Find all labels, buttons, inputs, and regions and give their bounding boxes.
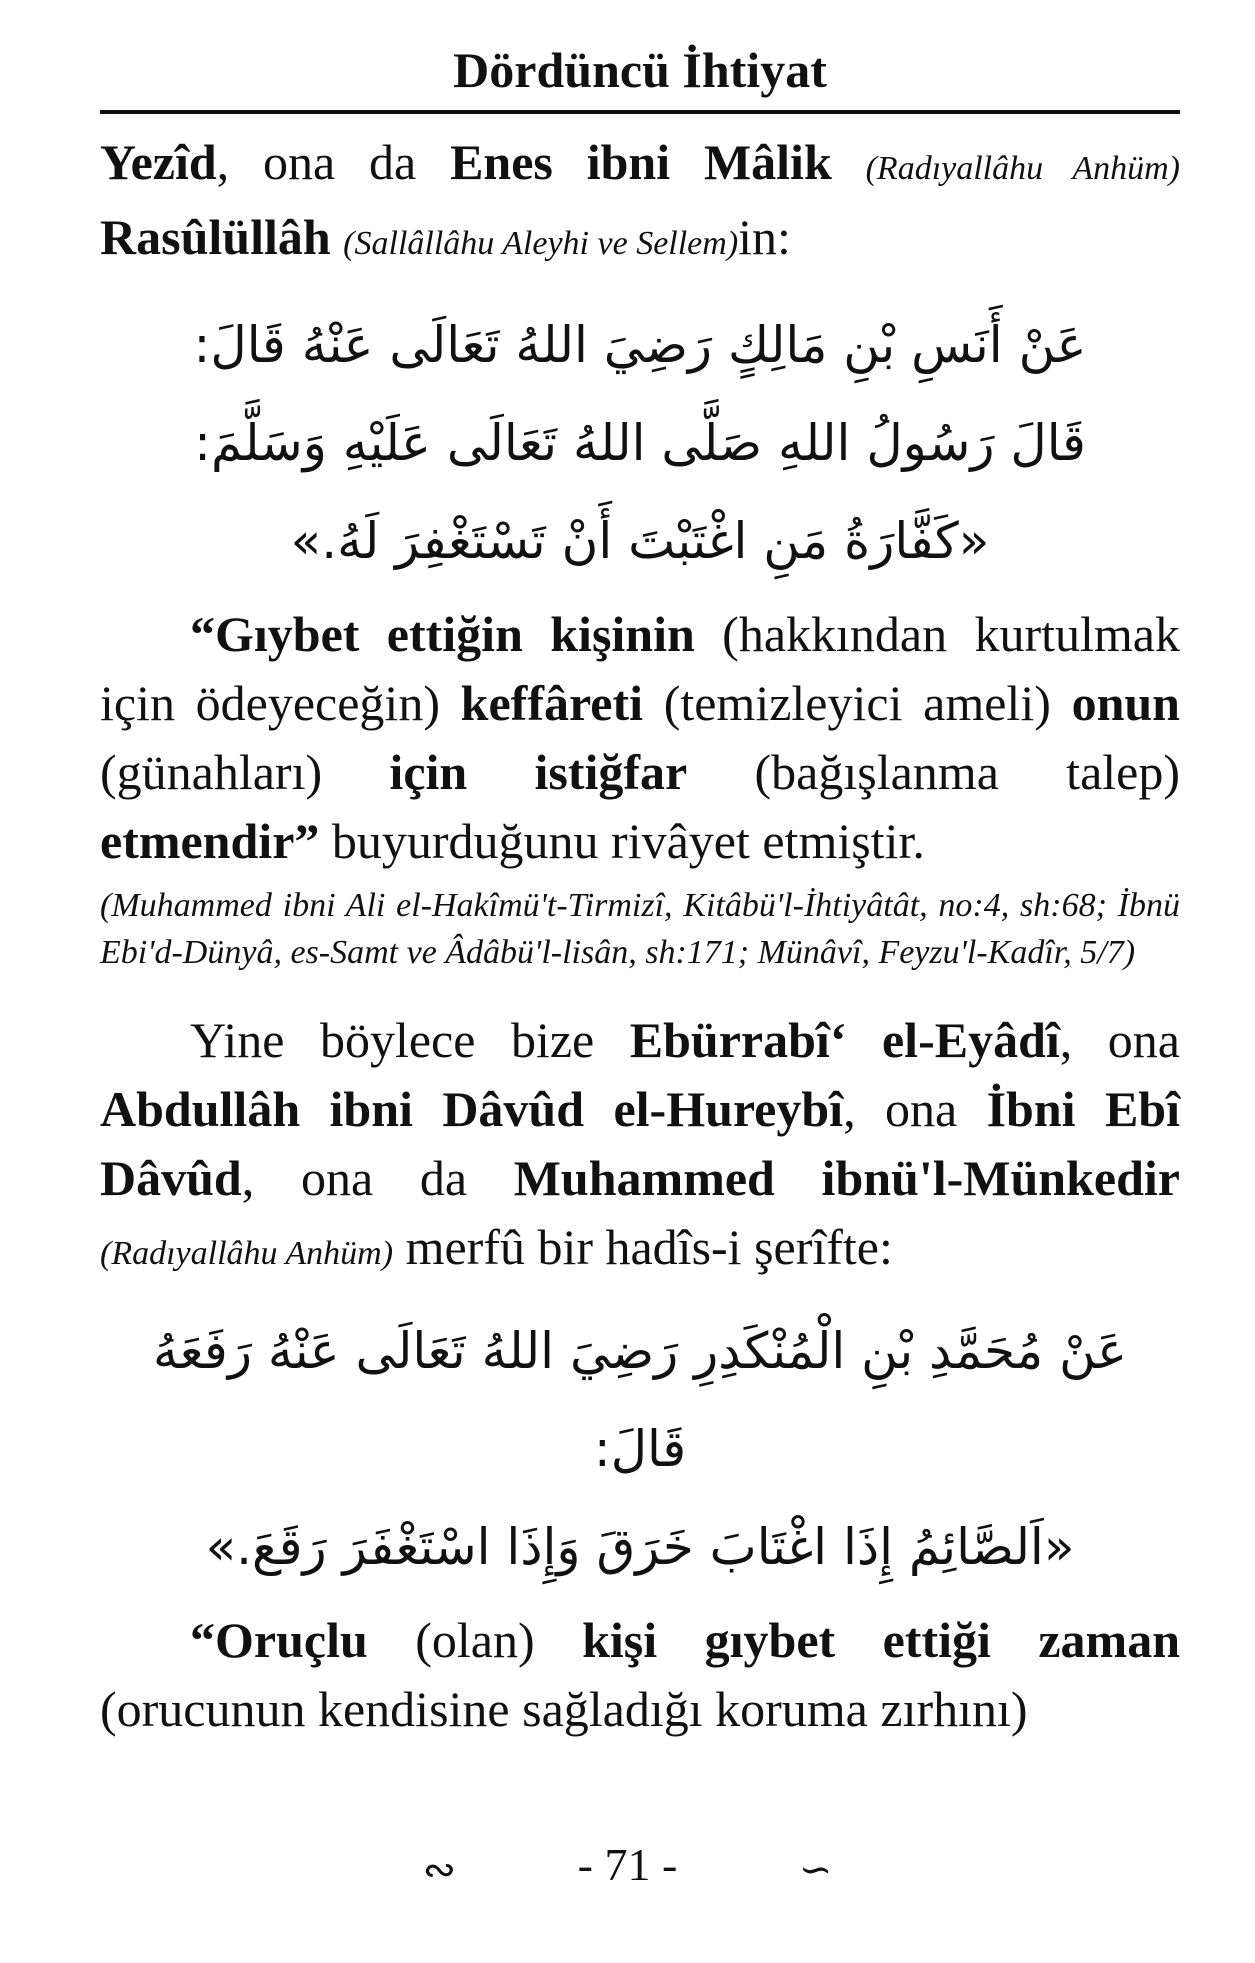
arabic-line: قَالَ رَسُولُ اللهِ صَلَّى اللهُ تَعَالَى عَلَيْهِ وَسَلَّمَ: bbox=[194, 414, 1086, 472]
bold-text: etmendir” bbox=[100, 813, 320, 869]
text: (günahları) bbox=[100, 744, 390, 800]
honorific: (Radıyallâhu Anhüm) bbox=[100, 1235, 394, 1272]
paragraph-intro bbox=[100, 128, 1180, 278]
text: (temizleyici ameli) bbox=[643, 675, 1072, 731]
ornament-right-icon: ∽ bbox=[798, 1846, 833, 1892]
arabic-line: «اَلصَّائِمُ إِذَا اغْتَابَ خَرَقَ وَإِذَا اسْتَغْفَرَ رَقَعَ.» bbox=[205, 1518, 1075, 1576]
paragraph-isnad bbox=[100, 1006, 1180, 1288]
text: , ona bbox=[1059, 1012, 1180, 1068]
citation: (Muhammed ibni Ali el-Hakîmü't-Tirmizî, Kitâbü'l-İhtiyâtât, no:4, sh:68; İbnü Ebi'd-Dünyâ, es-Samt ve Âdâbü'l-lisân, sh:171; Münâvî, Feyzu'l-Kadîr, 5/7) bbox=[100, 887, 1180, 971]
text: , ona da bbox=[241, 1150, 514, 1206]
paragraph-translation-1 bbox=[100, 600, 1180, 876]
arabic-line: عَنْ مُحَمَّدِ بْنِ الْمُنْكَدِرِ رَضِيَ اللهُ تَعَالَى عَنْهُ رَفَعَهُ قَالَ: bbox=[153, 1322, 1127, 1478]
narrator-name: Abdullâh ibni Dâvûd el-Hureybî bbox=[100, 1081, 844, 1137]
text: , ona bbox=[843, 1081, 987, 1137]
running-header: Dördüncü İhtiyat bbox=[100, 40, 1180, 114]
bold-text: “Gıybet ettiğin kişinin bbox=[190, 606, 695, 662]
honorific: (Radıyallâhu Anhüm) bbox=[865, 150, 1181, 187]
narrator-name: Yezîd bbox=[100, 134, 217, 190]
text: (hakkından kurtulmak için ödeyeceğin) bbox=[100, 606, 1180, 731]
bold-text: onun bbox=[1071, 675, 1180, 731]
arabic-line: عَنْ أَنَسِ بْنِ مَالِكٍ رَضِيَ اللهُ تَعَالَى عَنْهُ قَالَ: bbox=[193, 316, 1087, 374]
bold-text: için istiğfar bbox=[389, 744, 688, 800]
text: merfû bir hadîs-i şerîfte: bbox=[393, 1219, 893, 1275]
narrator-name: Ebürrabî‘ el-Eyâdî bbox=[629, 1012, 1060, 1068]
arabic-hadith-1 bbox=[100, 296, 1180, 590]
bold-text: “Oruçlu bbox=[190, 1612, 368, 1668]
page-footer bbox=[0, 1838, 1255, 1893]
page bbox=[100, 40, 1180, 1744]
text: buyurduğunu rivâyet etmiştir. bbox=[319, 813, 925, 869]
text: Yine böylece bize bbox=[190, 1012, 630, 1068]
prophet-name: Rasûlüllâh bbox=[100, 209, 331, 265]
text: (orucunun kendisine sağladığı koruma zırhını) bbox=[100, 1681, 1028, 1737]
honorific: (Sallâllâhu Aleyhi ve Sellem) bbox=[343, 225, 739, 262]
narrator-name: Muhammed ibnü'l-Münkedir bbox=[513, 1150, 1180, 1206]
arabic-line: «كَفَّارَةُ مَنِ اغْتَبْتَ أَنْ تَسْتَغْفِرَ لَهُ.» bbox=[290, 512, 990, 570]
text bbox=[331, 209, 344, 265]
text: , ona da bbox=[216, 134, 451, 190]
arabic-hadith-2 bbox=[100, 1302, 1180, 1596]
bold-text: keffâreti bbox=[460, 675, 643, 731]
narrator-name: İbni Ebî Dâvûd bbox=[100, 1081, 1180, 1206]
text: in: bbox=[738, 209, 791, 265]
text: (bağışlanma talep) bbox=[687, 744, 1180, 800]
bold-text: kişi gıybet ettiği zaman bbox=[582, 1612, 1180, 1668]
text: (olan) bbox=[367, 1612, 583, 1668]
paragraph-translation-2 bbox=[100, 1606, 1180, 1744]
text bbox=[832, 134, 866, 190]
page-number: - 71 - bbox=[577, 1839, 678, 1890]
narrator-name: Enes ibni Mâlik bbox=[450, 134, 832, 190]
ornament-left-icon: ∾ bbox=[422, 1846, 457, 1892]
